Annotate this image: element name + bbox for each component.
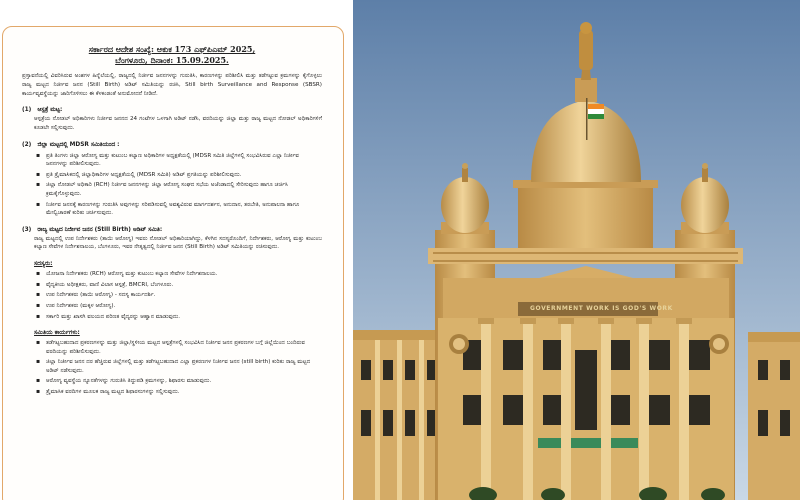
intro-paragraph: ಪ್ರಸ್ತಾವನೆಯಲ್ಲಿ ವಿವರಿಸಿರುವ ಅಂಶಗಳ ಹಿನ್ನೆಲೆಯಲ್ಲಿ, ರಾಜ್ಯದಲ್ಲಿ ನಿರ್ಜೀವ ಜನನಗಳನ್ನು ಗುರುತಿಸಿ, ಕಾರಣಗಳನ್ನು ಪರಿಶೀಲಿಸಿ ಮತ್ತು ತಡೆಗಟ್ಟುವ ಕ್ರಮಗಳನ್ನು ಕೈಗೊಳ್ಳಲು ರಾಜ್ಯ ಮಟ್ಟದ ನಿರ್ಜೀವ ಜನನ (Still Birth) ಅಡಿಟ್ ಸಮಿತಿಯನ್ನು ರಚಿಸಿ, Still birth Surveillance and Response (SBSR) ಕಾರ್ಯವ್ಯವಸ್ಥೆಯನ್ನು ಜಾರಿಗೊಳಿಸಲು ಈ ಕೆಳಕಂಡಂತೆ ಅನುಮೋದನೆ ನೀಡಿದೆ. xyxy=(22,73,322,97)
section-3-text: ರಾಜ್ಯ ಮಟ್ಟದಲ್ಲಿ ಉಪ ನಿರ್ದೇಶಕರು (ತಾಯಿ ಆರೋಗ್ಯ) ಇವರು ನೋಡಲ್ ಅಧಿಕಾರಿಯಾಗಿದ್ದು, ಕೆಳಗಿನ ಸದಸ್ಯರೊಂದಿಗೆ, ನಿರ್ದೇಶಕರು, ಆರೋಗ್ಯ ಮತ್ತು ಕುಟುಂಬ ಕಲ್ಯಾಣ ಸೇವೆಗಳ ನಿರ್ದೇಶನಾಲಯ, ಬೆಂಗಳೂರು, ಇವರ ನೇತೃತ್ವದಲ್ಲಿ ನಿರ್ಜೀವ ಜನನ (Still Birth) ಅಡಿಟ್ ಸಮಿತಿಯನ್ನು ರಚಿಸುವುದು. xyxy=(34,235,322,251)
section-1-heading xyxy=(22,106,322,115)
emblem-statue xyxy=(579,30,593,70)
member-item: ▪ ಉಪ ನಿರ್ದೇಶಕರು (ತಾಯಿ ಆರೋಗ್ಯ) - ಸದಸ್ಯ ಕಾರ್ಯದರ್ಶಿ. xyxy=(46,291,322,300)
section-3-heading xyxy=(22,226,322,235)
section-2-bullet: ▪ ಪ್ರತಿ ತ್ರೈಮಾಸಿಕದಲ್ಲಿ ಜಿಲ್ಲಾಧಿಕಾರಿಗಳ ಅಧ್ಯಕ್ಷತೆಯಲ್ಲಿ (MDSR ಸಮಿತಿ) ಅಡಿಟ್ ಪ್ರಗತಿಯನ್ನು ಪರಿಶೀಲಿಸುವುದು. xyxy=(46,171,322,180)
section-2-bullet: ▪ ಜಿಲ್ಲಾ ನೋಡಲ್ ಅಧಿಕಾರಿ (RCH) ನಿರ್ಜೀವ ಜನನಗಳನ್ನು ಜಿಲ್ಲಾ ಆರೋಗ್ಯ ಸಂಘದ ಸಭೆಯ ಅಜೆಂಡಾದಲ್ಲಿ ಸೇರಿಸುವುದು ಹಾಗೂ ಚರ್ಚಿಸಿ ಕ್ರಮಕೈಗೊಳ್ಳುವುದು. xyxy=(46,181,322,198)
task-item: ▪ ಆರೋಗ್ಯ ವ್ಯವಸ್ಥೆಯ ನ್ಯೂನತೆಗಳನ್ನು ಗುರುತಿಸಿ ತಿದ್ದುಪಡಿ ಕ್ರಮಗಳನ್ನು, ಶಿಫಾರಸು ಮಾಡುವುದು. xyxy=(46,377,322,386)
task-item: ▪ ತ್ರೈಮಾಸಿಕ ವರದಿಗಳ ಮೂಲಕ ರಾಜ್ಯ ಮಟ್ಟದ ಶಿಫಾರಸುಗಳನ್ನು ಸಲ್ಲಿಸುವುದು. xyxy=(46,388,322,397)
member-item: ▪ ಉಪ ನಿರ್ದೇಶಕರು (ಮಕ್ಕಳ ಆರೋಗ್ಯ). xyxy=(46,302,322,311)
section-1-text: ಆಸ್ಪತ್ರೆಯ ನೋಡಲ್ ಅಧಿಕಾರಿಗಳು ನಿರ್ಜೀವ ಜನನದ 24 ಗಂಟೆಗಳ ಒಳಗಾಗಿ ಅಡಿಟ್ ನಡೆಸಿ, ವರದಿಯನ್ನು ಜಿಲ್ಲಾ ಮತ್ತು ರಾಜ್ಯ ಮಟ್ಟದ ನೋಡಲ್ ಅಧಿಕಾರಿಗಳಿಗೆ ಕೂಡಲೇ ಸಲ್ಲಿಸುವುದು. xyxy=(34,116,322,131)
member-item: ▪ ವೈದ್ಯಕೀಯ ಅಧೀಕ್ಷಕರು, ವಾಣಿ ವಿಲಾಸ ಆಸ್ಪತ್ರೆ, BMCRI, ಬೆಂಗಳೂರು. xyxy=(46,281,322,290)
section-1-number: (1) xyxy=(22,107,32,114)
order-number-heading: ಸರ್ಕಾರದ ಆದೇಶ ಸಂಖ್ಯೆ: ಆಕುಕ 173 ಎಫ್‌ಪಿಎಮ್ 2025, xyxy=(88,44,256,54)
order-date-heading: ಬೆಂಗಳೂರು, ದಿನಾಂಕ: 15.09.2025. xyxy=(115,55,229,65)
teal-band xyxy=(538,438,638,448)
right-wing xyxy=(748,332,800,500)
section-3-number: (3) xyxy=(22,226,32,233)
facade-inscription: GOVERNMENT WORK IS GOD'S WORK xyxy=(530,305,673,312)
section-2-heading xyxy=(22,141,322,150)
member-item: ▪ ಸರ್ಕಾರಿ ಮತ್ತು ಖಾಸಗಿ ವಲಯದ ಪರಿಣತ ವೈದ್ಯರನ್ನು ಆಹ್ವಾನ ಮಾಡುವುದು. xyxy=(46,313,322,322)
tasks-heading: ಸಮಿತಿಯ ಕಾರ್ಯಗಳು: xyxy=(34,329,80,337)
building-photo xyxy=(353,0,800,500)
members-heading: ಸದಸ್ಯರು: xyxy=(34,260,53,268)
member-item: ▪ ಯೋಜನಾ ನಿರ್ದೇಶಕರು (RCH) ಆರೋಗ್ಯ ಮತ್ತು ಕುಟುಂಬ ಕಲ್ಯಾಣ ಸೇವೆಗಳ ನಿರ್ದೇಶನಾಲಯ. xyxy=(46,270,322,279)
section-2-bullet: ▪ ನಿರ್ಜೀವ ಜನನಕ್ಕೆ ಕಾರಣಗಳನ್ನು ಗುರುತಿಸಿ ಅವುಗಳನ್ನು ಸರಿಪಡಿಸುವಲ್ಲಿ ಅವಶ್ಯವಿರುವ ಮಾರ್ಗದರ್ಶನ, ಅನುದಾನ, ತರಬೇತಿ, ಅನುಪಾಲನಾ ಹಾಗೂ ಮೇಲ್ವಿಚಾರಣೆ ಕುರಿತು ಚರ್ಚಿಸುವುದು. xyxy=(46,201,322,218)
section-3-title: ರಾಜ್ಯ ಮಟ್ಟದ ನಿರ್ಜೀವ ಜನನ (Still Birth) ಅಡಿಟ್ ಸಮಿತಿ: xyxy=(37,226,163,233)
section-1-title: ಆಸ್ಪತ್ರೆ ಮಟ್ಟ: xyxy=(37,107,63,114)
task-item: ▪ ತಡೆಗಟ್ಟಬಹುದಾದ ಪ್ರಕರಣಗಳನ್ನು ಮತ್ತು ಜಿಲ್ಲಾ/ಸ್ಥಳೀಯ ಮಟ್ಟದ ಆಸ್ಪತ್ರೆಗಳಲ್ಲಿ ಸಂಭವಿಸಿದ ನಿರ್ಜೀವ ಜನನ ಪ್ರಕರಣಗಳ ಬಗ್ಗೆ ಜಿಲ್ಲೆಯಿಂದ ಬಂದಿರುವ ವರದಿಯನ್ನು ಪರಿಶೀಲಿಸುವುದು. xyxy=(46,339,322,356)
document-body xyxy=(22,44,322,397)
section-2-bullet: ▪ ಪ್ರತಿ ತಿಂಗಳು ಜಿಲ್ಲಾ ಆರೋಗ್ಯ ಮತ್ತು ಕುಟುಂಬ ಕಲ್ಯಾಣ ಅಧಿಕಾರಿಗಳ ಅಧ್ಯಕ್ಷತೆಯಲ್ಲಿ (MDSR ಸಮಿತಿ ಜಿಲ್ಲೆಗಳಲ್ಲಿ ಸಂಭವಿಸಿರುವ ಎಲ್ಲಾ ನಿರ್ಜೀವ ಜನನಗಳನ್ನು ಪರಿಶೀಲಿಸುವುದು. xyxy=(46,152,322,169)
task-item: ▪ ಜಿಲ್ಲಾ ನಿರ್ಜೀವ ಜನನ ದರ ಹೆಚ್ಚಿರುವ ಜಿಲ್ಲೆಗಳಲ್ಲಿ ಮತ್ತು ತಡೆಗಟ್ಟಬಹುದಾದ ಎಲ್ಲಾ ಪ್ರಕರಣಗಳ ನಿರ್ಜೀವ ಜನನ (still birth) ಕುರಿತು ರಾಜ್ಯ ಮಟ್ಟದ ಅಡಿಟ್ ನಡೆಸುವುದು. xyxy=(46,358,322,375)
vidhana-soudha-illustration xyxy=(353,0,800,500)
section-2-title: ಜಿಲ್ಲಾ ಮಟ್ಟದಲ್ಲಿ MDSR ಸಮಿತಿಯಂದ : xyxy=(37,141,120,148)
document-scan xyxy=(0,0,352,500)
section-2-number: (2) xyxy=(22,141,32,148)
